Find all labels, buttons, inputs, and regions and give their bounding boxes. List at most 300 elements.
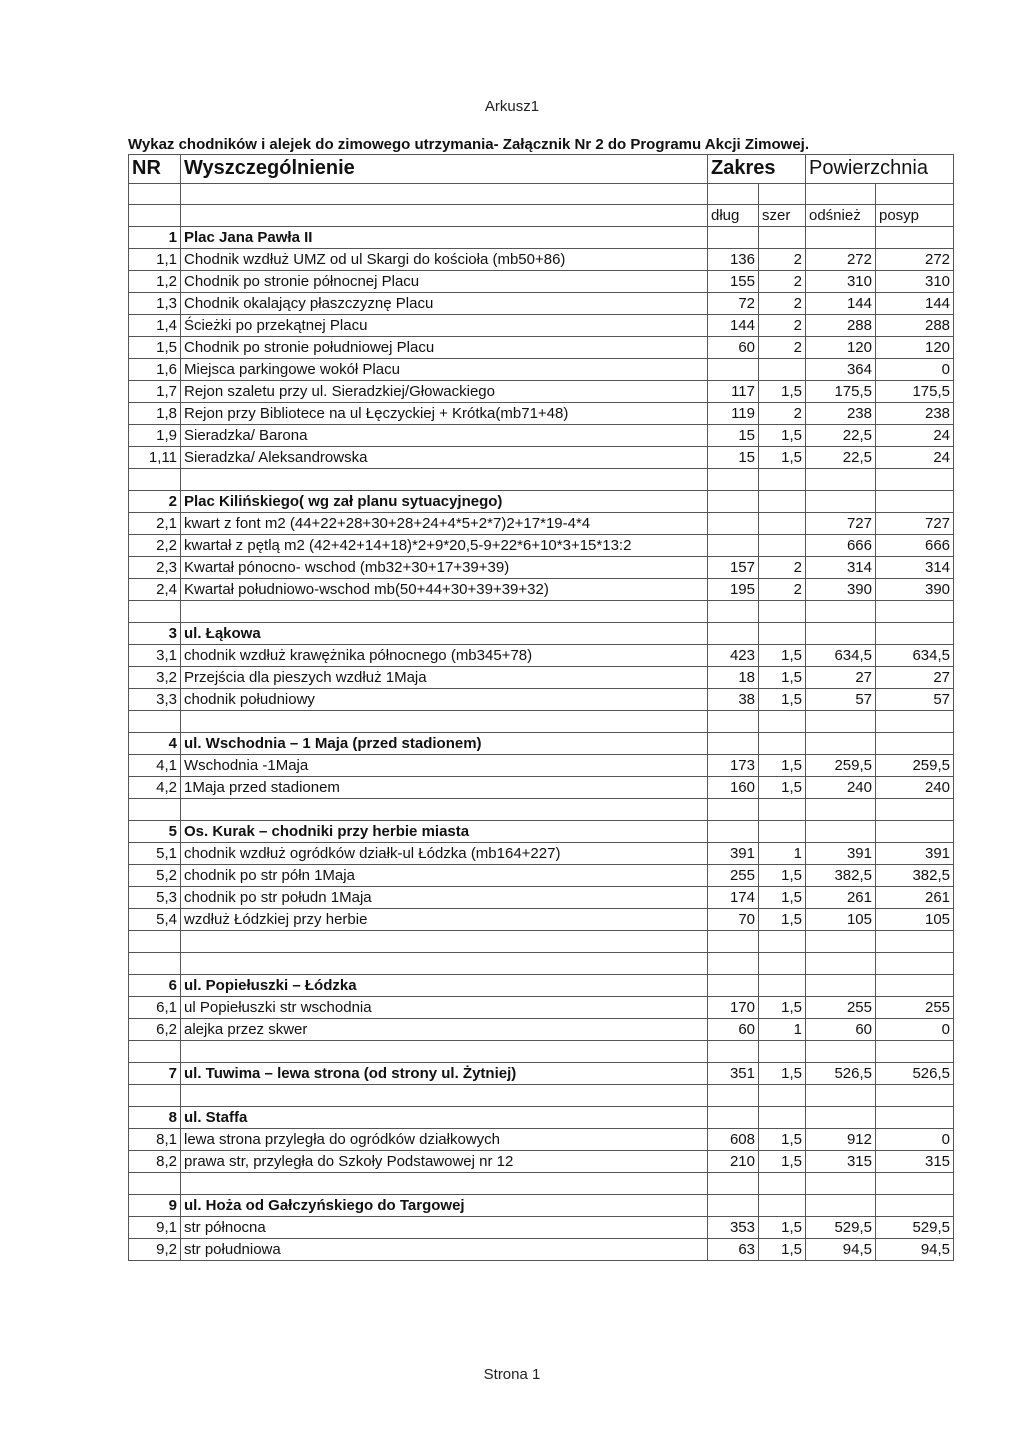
header-description: Wyszczególnienie <box>181 155 708 184</box>
cell-dlug <box>708 821 759 843</box>
cell-szer: 1,5 <box>759 667 806 689</box>
cell-posyp <box>876 975 954 997</box>
cell-posyp: 315 <box>876 1151 954 1173</box>
cell-dlug: 423 <box>708 645 759 667</box>
cell-dlug <box>708 623 759 645</box>
cell-dlug <box>708 1173 759 1195</box>
cell-szer <box>759 623 806 645</box>
cell-szer: 1,5 <box>759 381 806 403</box>
table-row <box>129 535 954 557</box>
spacer-cell <box>129 184 181 205</box>
cell-odsniez <box>806 1195 876 1217</box>
cell-nr <box>129 953 181 975</box>
cell-odsniez <box>806 1173 876 1195</box>
cell-nr <box>129 799 181 821</box>
cell-dlug: 119 <box>708 403 759 425</box>
cell-description: Kwartał południowo-wschod mb(50+44+30+39+39+32) <box>181 579 708 601</box>
cell-dlug: 157 <box>708 557 759 579</box>
table-row <box>129 1239 954 1261</box>
cell-szer: 1,5 <box>759 887 806 909</box>
cell-description: ul. Hoża od Gałczyńskiego do Targowej <box>181 1195 708 1217</box>
table-row <box>129 667 954 689</box>
cell-odsniez: 314 <box>806 557 876 579</box>
cell-odsniez: 105 <box>806 909 876 931</box>
cell-description: Chodnik okalający płaszczyznę Placu <box>181 293 708 315</box>
cell-dlug: 195 <box>708 579 759 601</box>
cell-szer: 1,5 <box>759 1239 806 1261</box>
cell-description: wzdłuż Łódzkiej przy herbie <box>181 909 708 931</box>
table-row <box>129 337 954 359</box>
cell-szer <box>759 601 806 623</box>
cell-description: Kwartał pónocno- wschod (mb32+30+17+39+39) <box>181 557 708 579</box>
cell-dlug: 144 <box>708 315 759 337</box>
cell-szer: 1,5 <box>759 1217 806 1239</box>
cell-nr: 2,3 <box>129 557 181 579</box>
cell-szer: 1,5 <box>759 1129 806 1151</box>
cell-szer <box>759 359 806 381</box>
cell-description: ul. Popiełuszki – Łódzka <box>181 975 708 997</box>
cell-nr: 1,4 <box>129 315 181 337</box>
cell-dlug: 353 <box>708 1217 759 1239</box>
cell-szer <box>759 931 806 953</box>
cell-description: Sieradzka/ Barona <box>181 425 708 447</box>
table-row <box>129 843 954 865</box>
cell-nr: 1,8 <box>129 403 181 425</box>
cell-description: prawa str, przyległa do Szkoły Podstawowej nr 12 <box>181 1151 708 1173</box>
table-row <box>129 777 954 799</box>
header-nr: NR <box>129 155 181 184</box>
cell-odsniez: 310 <box>806 271 876 293</box>
cell-posyp: 314 <box>876 557 954 579</box>
cell-posyp <box>876 623 954 645</box>
cell-dlug: 391 <box>708 843 759 865</box>
section-row <box>129 491 954 513</box>
cell-odsniez: 240 <box>806 777 876 799</box>
header-posyp: posyp <box>876 205 954 227</box>
header-dlug: dług <box>708 205 759 227</box>
cell-szer: 2 <box>759 249 806 271</box>
cell-posyp: 288 <box>876 315 954 337</box>
cell-nr: 5,2 <box>129 865 181 887</box>
cell-odsniez <box>806 623 876 645</box>
cell-szer: 1,5 <box>759 777 806 799</box>
empty-row <box>129 469 954 491</box>
cell-dlug <box>708 711 759 733</box>
cell-odsniez: 390 <box>806 579 876 601</box>
cell-posyp <box>876 1195 954 1217</box>
cell-posyp: 255 <box>876 997 954 1019</box>
cell-posyp <box>876 491 954 513</box>
cell-odsniez: 60 <box>806 1019 876 1041</box>
cell-posyp: 634,5 <box>876 645 954 667</box>
table-row <box>129 315 954 337</box>
cell-odsniez: 175,5 <box>806 381 876 403</box>
section-row <box>129 733 954 755</box>
section-row <box>129 975 954 997</box>
section-row <box>129 1107 954 1129</box>
cell-odsniez: 391 <box>806 843 876 865</box>
cell-description: Ścieżki po przekątnej Placu <box>181 315 708 337</box>
spacer-cell <box>876 184 954 205</box>
table-row <box>129 557 954 579</box>
cell-odsniez <box>806 1041 876 1063</box>
cell-posyp: 272 <box>876 249 954 271</box>
table-row <box>129 1129 954 1151</box>
sheet-title: Arkusz1 <box>484 98 540 115</box>
cell-description: kwartał z pętlą m2 (42+42+14+18)*2+9*20,5-9+22*6+10*3+15*13:2 <box>181 535 708 557</box>
cell-description: Chodnik po stronie południowej Placu <box>181 337 708 359</box>
table-row <box>129 865 954 887</box>
cell-odsniez: 912 <box>806 1129 876 1151</box>
cell-dlug <box>708 733 759 755</box>
cell-posyp: 382,5 <box>876 865 954 887</box>
cell-description: Rejon przy Bibliotece na ul Łęczyckiej + Krótka(mb71+48) <box>181 403 708 425</box>
cell-odsniez <box>806 953 876 975</box>
table-row <box>129 1151 954 1173</box>
cell-nr <box>129 1041 181 1063</box>
cell-dlug: 15 <box>708 447 759 469</box>
table-row <box>129 447 954 469</box>
cell-szer <box>759 953 806 975</box>
cell-odsniez <box>806 227 876 249</box>
table-row <box>129 909 954 931</box>
cell-description: Wschodnia -1Maja <box>181 755 708 777</box>
table-row <box>129 579 954 601</box>
table-row <box>129 997 954 1019</box>
cell-odsniez: 727 <box>806 513 876 535</box>
cell-nr: 3,3 <box>129 689 181 711</box>
cell-posyp <box>876 931 954 953</box>
cell-odsniez: 57 <box>806 689 876 711</box>
table-row <box>129 425 954 447</box>
cell-description <box>181 601 708 623</box>
cell-dlug <box>708 227 759 249</box>
cell-dlug: 210 <box>708 1151 759 1173</box>
cell-dlug <box>708 1195 759 1217</box>
section-row <box>129 227 954 249</box>
cell-nr: 8,2 <box>129 1151 181 1173</box>
cell-posyp: 94,5 <box>876 1239 954 1261</box>
subheader-empty <box>181 205 708 227</box>
cell-nr: 1,6 <box>129 359 181 381</box>
cell-dlug: 15 <box>708 425 759 447</box>
cell-dlug: 72 <box>708 293 759 315</box>
cell-dlug <box>708 1041 759 1063</box>
cell-nr: 3,2 <box>129 667 181 689</box>
cell-description: chodnik wzdłuż ogródków działk-ul Łódzka (mb164+227) <box>181 843 708 865</box>
cell-posyp <box>876 1085 954 1107</box>
cell-description: Rejon szaletu przy ul. Sieradzkiej/Głowackiego <box>181 381 708 403</box>
table-row <box>129 403 954 425</box>
cell-description: Plac Jana Pawła II <box>181 227 708 249</box>
cell-description: chodnik po str półn 1Maja <box>181 865 708 887</box>
cell-description: lewa strona przyległa do ogródków działkowych <box>181 1129 708 1151</box>
cell-dlug: 38 <box>708 689 759 711</box>
cell-odsniez: 94,5 <box>806 1239 876 1261</box>
cell-odsniez <box>806 733 876 755</box>
cell-posyp: 310 <box>876 271 954 293</box>
cell-nr <box>129 601 181 623</box>
cell-nr <box>129 711 181 733</box>
cell-szer <box>759 975 806 997</box>
cell-odsniez <box>806 821 876 843</box>
section-row <box>129 1195 954 1217</box>
cell-odsniez <box>806 711 876 733</box>
cell-description: chodnik wzdłuż krawężnika północnego (mb345+78) <box>181 645 708 667</box>
cell-description <box>181 1085 708 1107</box>
cell-description: Przejścia dla pieszych wzdłuż 1Maja <box>181 667 708 689</box>
cell-description <box>181 953 708 975</box>
table-row <box>129 1019 954 1041</box>
cell-szer: 2 <box>759 579 806 601</box>
header-powierzchnia: Powierzchnia <box>806 155 954 184</box>
spacer-cell <box>759 184 806 205</box>
cell-odsniez <box>806 931 876 953</box>
cell-odsniez: 364 <box>806 359 876 381</box>
subheader-row <box>129 205 954 227</box>
header-row <box>129 155 954 184</box>
section-row <box>129 1063 954 1085</box>
cell-szer: 2 <box>759 403 806 425</box>
cell-nr: 1,5 <box>129 337 181 359</box>
cell-nr: 7 <box>129 1063 181 1085</box>
cell-nr: 2,4 <box>129 579 181 601</box>
cell-odsniez: 22,5 <box>806 425 876 447</box>
table-row <box>129 755 954 777</box>
cell-dlug: 173 <box>708 755 759 777</box>
cell-dlug <box>708 535 759 557</box>
cell-szer <box>759 799 806 821</box>
cell-posyp: 144 <box>876 293 954 315</box>
cell-szer: 1,5 <box>759 865 806 887</box>
cell-szer <box>759 1041 806 1063</box>
cell-nr: 1,1 <box>129 249 181 271</box>
cell-nr: 1,7 <box>129 381 181 403</box>
cell-description: ul. Wschodnia – 1 Maja (przed stadionem) <box>181 733 708 755</box>
cell-odsniez: 120 <box>806 337 876 359</box>
header-spacer-row <box>129 184 954 205</box>
cell-description: alejka przez skwer <box>181 1019 708 1041</box>
cell-szer: 1 <box>759 843 806 865</box>
cell-dlug <box>708 601 759 623</box>
empty-row <box>129 1173 954 1195</box>
cell-nr: 5,3 <box>129 887 181 909</box>
cell-dlug: 170 <box>708 997 759 1019</box>
cell-odsniez: 666 <box>806 535 876 557</box>
cell-szer: 1,5 <box>759 1063 806 1085</box>
cell-odsniez <box>806 601 876 623</box>
cell-dlug: 70 <box>708 909 759 931</box>
cell-odsniez: 144 <box>806 293 876 315</box>
document-heading: Wykaz chodników i alejek do zimowego utrzymania- Załącznik Nr 2 do Programu Akcji Zimowej. <box>128 136 809 153</box>
cell-nr: 9,1 <box>129 1217 181 1239</box>
cell-posyp: 261 <box>876 887 954 909</box>
cell-description: chodnik po str połudn 1Maja <box>181 887 708 909</box>
cell-description <box>181 1173 708 1195</box>
cell-szer <box>759 513 806 535</box>
cell-posyp: 175,5 <box>876 381 954 403</box>
cell-szer: 1,5 <box>759 447 806 469</box>
table-row <box>129 293 954 315</box>
subheader-empty <box>129 205 181 227</box>
cell-szer <box>759 821 806 843</box>
empty-row <box>129 953 954 975</box>
empty-row <box>129 1085 954 1107</box>
cell-dlug: 117 <box>708 381 759 403</box>
cell-posyp: 727 <box>876 513 954 535</box>
cell-description: Miejsca parkingowe wokół Placu <box>181 359 708 381</box>
cell-nr: 6,1 <box>129 997 181 1019</box>
cell-szer <box>759 469 806 491</box>
cell-posyp <box>876 469 954 491</box>
cell-description: 1Maja przed stadionem <box>181 777 708 799</box>
cell-description: str północna <box>181 1217 708 1239</box>
cell-dlug: 136 <box>708 249 759 271</box>
cell-posyp: 120 <box>876 337 954 359</box>
cell-odsniez: 526,5 <box>806 1063 876 1085</box>
cell-description: chodnik południowy <box>181 689 708 711</box>
cell-odsniez <box>806 491 876 513</box>
cell-posyp: 390 <box>876 579 954 601</box>
page-footer: Strona 1 <box>483 1366 541 1383</box>
table-row <box>129 689 954 711</box>
empty-row <box>129 931 954 953</box>
cell-odsniez: 382,5 <box>806 865 876 887</box>
cell-szer <box>759 1107 806 1129</box>
cell-posyp <box>876 733 954 755</box>
cell-posyp <box>876 1041 954 1063</box>
cell-szer: 2 <box>759 337 806 359</box>
section-row <box>129 821 954 843</box>
cell-posyp: 24 <box>876 425 954 447</box>
cell-posyp <box>876 711 954 733</box>
cell-posyp: 526,5 <box>876 1063 954 1085</box>
table-row <box>129 381 954 403</box>
cell-posyp: 666 <box>876 535 954 557</box>
cell-nr: 5,4 <box>129 909 181 931</box>
table-row <box>129 513 954 535</box>
cell-szer: 2 <box>759 315 806 337</box>
cell-posyp: 391 <box>876 843 954 865</box>
cell-dlug <box>708 359 759 381</box>
cell-odsniez: 238 <box>806 403 876 425</box>
cell-szer <box>759 733 806 755</box>
cell-szer: 2 <box>759 271 806 293</box>
cell-odsniez: 288 <box>806 315 876 337</box>
cell-posyp <box>876 227 954 249</box>
cell-odsniez <box>806 1107 876 1129</box>
cell-description: ul. Tuwima – lewa strona (od strony ul. Żytniej) <box>181 1063 708 1085</box>
cell-description <box>181 931 708 953</box>
header-szer: szer <box>759 205 806 227</box>
cell-posyp: 24 <box>876 447 954 469</box>
cell-odsniez: 27 <box>806 667 876 689</box>
cell-szer: 1,5 <box>759 425 806 447</box>
cell-dlug: 60 <box>708 1019 759 1041</box>
cell-description: ul. Łąkowa <box>181 623 708 645</box>
cell-dlug <box>708 799 759 821</box>
cell-description: str południowa <box>181 1239 708 1261</box>
cell-szer <box>759 711 806 733</box>
cell-szer: 1 <box>759 1019 806 1041</box>
cell-dlug: 63 <box>708 1239 759 1261</box>
cell-dlug: 155 <box>708 271 759 293</box>
cell-posyp <box>876 953 954 975</box>
cell-dlug: 60 <box>708 337 759 359</box>
cell-posyp <box>876 821 954 843</box>
cell-nr <box>129 1085 181 1107</box>
cell-odsniez <box>806 799 876 821</box>
cell-dlug <box>708 491 759 513</box>
cell-szer: 1,5 <box>759 645 806 667</box>
cell-odsniez: 22,5 <box>806 447 876 469</box>
cell-description <box>181 799 708 821</box>
cell-dlug <box>708 975 759 997</box>
cell-description: Plac Kilińskiego( wg zał planu sytuacyjnego) <box>181 491 708 513</box>
cell-szer: 1,5 <box>759 909 806 931</box>
cell-nr: 1,3 <box>129 293 181 315</box>
cell-odsniez <box>806 1085 876 1107</box>
cell-description: kwart z font m2 (44+22+28+30+28+24+4*5+2*7)2+17*19-4*4 <box>181 513 708 535</box>
cell-posyp <box>876 601 954 623</box>
cell-nr: 8 <box>129 1107 181 1129</box>
cell-description: ul Popiełuszki str wschodnia <box>181 997 708 1019</box>
cell-posyp: 259,5 <box>876 755 954 777</box>
cell-szer <box>759 227 806 249</box>
cell-szer: 1,5 <box>759 755 806 777</box>
cell-odsniez: 634,5 <box>806 645 876 667</box>
cell-nr: 2,2 <box>129 535 181 557</box>
cell-szer <box>759 491 806 513</box>
empty-row <box>129 1041 954 1063</box>
header-odsniez: odśnież <box>806 205 876 227</box>
cell-posyp: 240 <box>876 777 954 799</box>
cell-szer <box>759 1173 806 1195</box>
cell-dlug: 255 <box>708 865 759 887</box>
empty-row <box>129 799 954 821</box>
cell-posyp: 529,5 <box>876 1217 954 1239</box>
cell-nr <box>129 931 181 953</box>
cell-nr: 3,1 <box>129 645 181 667</box>
cell-odsniez <box>806 469 876 491</box>
cell-nr: 2,1 <box>129 513 181 535</box>
cell-dlug <box>708 1107 759 1129</box>
cell-description: Chodnik wzdłuż UMZ od ul Skargi do kościoła (mb50+86) <box>181 249 708 271</box>
table-row <box>129 249 954 271</box>
cell-odsniez: 261 <box>806 887 876 909</box>
empty-row <box>129 601 954 623</box>
cell-nr: 1,11 <box>129 447 181 469</box>
cell-nr: 1 <box>129 227 181 249</box>
cell-nr: 3 <box>129 623 181 645</box>
cell-posyp: 238 <box>876 403 954 425</box>
cell-nr: 5,1 <box>129 843 181 865</box>
cell-description <box>181 469 708 491</box>
table-row <box>129 1217 954 1239</box>
cell-dlug <box>708 469 759 491</box>
table-row <box>129 359 954 381</box>
cell-nr: 1,9 <box>129 425 181 447</box>
cell-dlug: 351 <box>708 1063 759 1085</box>
cell-dlug: 608 <box>708 1129 759 1151</box>
cell-szer: 2 <box>759 293 806 315</box>
cell-odsniez: 259,5 <box>806 755 876 777</box>
cell-posyp: 57 <box>876 689 954 711</box>
cell-dlug: 160 <box>708 777 759 799</box>
cell-odsniez: 272 <box>806 249 876 271</box>
cell-odsniez: 255 <box>806 997 876 1019</box>
cell-dlug <box>708 1085 759 1107</box>
